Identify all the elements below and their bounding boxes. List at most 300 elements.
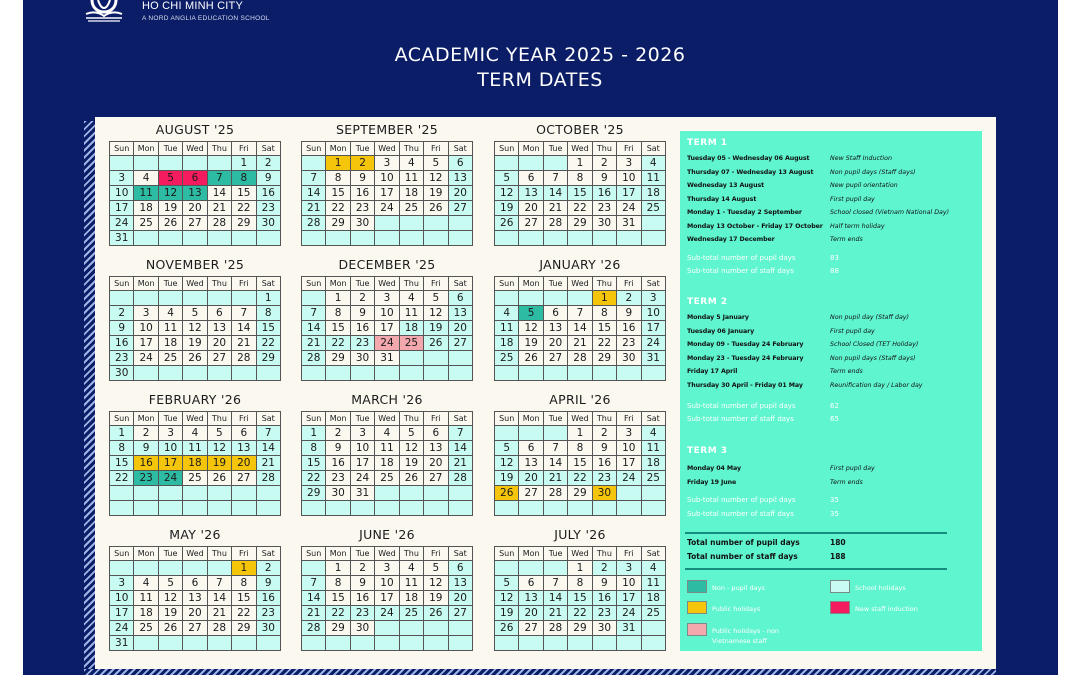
term-2-heading: TERM 2 [687, 297, 728, 307]
calendar-day: 14 [232, 321, 256, 336]
calendar-day: 25 [641, 606, 665, 621]
calendar-day: 4 [134, 171, 158, 186]
weekday-header: Sat [256, 547, 280, 561]
calendar-day: 24 [350, 471, 374, 486]
calendar-day: 19 [495, 606, 519, 621]
empty-day [158, 636, 182, 651]
empty-day [256, 366, 280, 381]
calendar-day: 16 [350, 321, 374, 336]
empty-day [448, 216, 472, 231]
empty-day [302, 366, 326, 381]
calendar-day: 14 [302, 321, 326, 336]
empty-day [495, 501, 519, 516]
weekday-header: Sat [448, 547, 472, 561]
calendar-day: 10 [350, 441, 374, 456]
calendar-day: 2 [326, 426, 350, 441]
calendar-day: 5 [424, 291, 448, 306]
empty-day [568, 366, 592, 381]
weekday-header: Tue [543, 142, 567, 156]
empty-day [568, 636, 592, 651]
weekday-header: Thu [207, 277, 231, 291]
empty-day [495, 156, 519, 171]
calendar-day: 30 [350, 351, 374, 366]
month-title: MARCH '26 [351, 392, 423, 407]
calendar-day: 1 [256, 291, 280, 306]
page-title: ACADEMIC YEAR 2025 - 2026 [394, 44, 686, 66]
calendar-day: 11 [134, 591, 158, 606]
empty-day [375, 501, 399, 516]
calendar-day: 15 [326, 321, 350, 336]
empty-day [158, 561, 182, 576]
empty-day [543, 231, 567, 246]
calendar-day: 2 [592, 156, 616, 171]
calendar-day: 19 [183, 336, 207, 351]
calendar-day: 10 [375, 306, 399, 321]
calendar-day: 23 [350, 336, 374, 351]
weekday-header: Wed [375, 277, 399, 291]
weekday-header: Wed [183, 412, 207, 426]
empty-day [375, 231, 399, 246]
calendar-day: 20 [543, 336, 567, 351]
weekday-header: Wed [568, 547, 592, 561]
calendar-day: 4 [134, 576, 158, 591]
month-calendar [494, 526, 666, 651]
month-title: JUNE '26 [359, 527, 415, 542]
month-calendar [109, 526, 281, 651]
calendar-day: 6 [207, 306, 231, 321]
empty-day [592, 636, 616, 651]
calendar-day: 6 [519, 576, 543, 591]
calendar-day: 22 [326, 201, 350, 216]
calendar-day: 7 [207, 171, 231, 186]
weekday-header: Sat [641, 142, 665, 156]
empty-day [326, 501, 350, 516]
calendar-day: 9 [110, 321, 134, 336]
month-title: OCTOBER '25 [536, 122, 624, 137]
calendar-day: 20 [207, 336, 231, 351]
calendar-day: 3 [375, 291, 399, 306]
calendar-day: 21 [256, 456, 280, 471]
empty-day [617, 231, 641, 246]
weekday-header: Tue [350, 547, 374, 561]
term-1-row: Monday 1 - Tuesday 2 September School closed (Vietnam National Day) [687, 209, 950, 216]
calendar-day: 9 [134, 441, 158, 456]
empty-day [519, 291, 543, 306]
calendar-day: 27 [183, 621, 207, 636]
empty-day [543, 561, 567, 576]
calendar-day: 11 [641, 171, 665, 186]
calendar-day: 10 [158, 441, 182, 456]
legend-swatch [687, 623, 707, 636]
calendar-day: 15 [232, 591, 256, 606]
empty-day [256, 501, 280, 516]
empty-day [543, 426, 567, 441]
calendar-day: 27 [207, 351, 231, 366]
calendar-day: 3 [375, 561, 399, 576]
empty-day [207, 366, 231, 381]
weekday-header: Thu [207, 142, 231, 156]
weekday-header: Fri [424, 277, 448, 291]
calendar-day: 11 [399, 576, 423, 591]
calendar-day: 4 [375, 426, 399, 441]
calendar-day: 21 [543, 201, 567, 216]
calendar-day: 11 [399, 306, 423, 321]
calendar-day: 20 [448, 186, 472, 201]
empty-day [424, 486, 448, 501]
weekday-header: Sun [110, 142, 134, 156]
term-1-subtotal-pupil: Sub-total number of pupil days 83 [687, 254, 839, 262]
empty-day [448, 351, 472, 366]
calendar-day: 31 [110, 636, 134, 651]
empty-day [134, 636, 158, 651]
empty-day [399, 351, 423, 366]
calendar-day: 7 [207, 576, 231, 591]
calendar-day: 2 [350, 291, 374, 306]
calendar-day: 8 [568, 171, 592, 186]
calendar-day: 16 [256, 186, 280, 201]
calendar-day: 25 [641, 471, 665, 486]
weekday-header: Wed [183, 142, 207, 156]
calendar-day: 7 [543, 576, 567, 591]
empty-day [326, 366, 350, 381]
calendar-day: 27 [424, 471, 448, 486]
calendar-day: 19 [424, 591, 448, 606]
empty-day [641, 216, 665, 231]
calendar-day: 26 [158, 216, 182, 231]
empty-day [183, 561, 207, 576]
calendar-day: 4 [158, 306, 182, 321]
empty-day [519, 561, 543, 576]
weekday-header: Mon [134, 547, 158, 561]
empty-day [375, 621, 399, 636]
legend-swatch [830, 580, 850, 593]
month-grid [494, 546, 666, 651]
calendar-day: 5 [495, 171, 519, 186]
calendar-day: 6 [183, 171, 207, 186]
empty-day [158, 366, 182, 381]
empty-day [232, 231, 256, 246]
calendar-day: 24 [617, 471, 641, 486]
empty-day [207, 561, 231, 576]
month-grid [494, 276, 666, 381]
calendar-day: 27 [519, 486, 543, 501]
weekday-header: Wed [375, 547, 399, 561]
calendar-day: 17 [375, 591, 399, 606]
term-3-subtotal-staff: Sub-total number of staff days 35 [687, 510, 839, 518]
weekday-header: Thu [399, 547, 423, 561]
empty-day [448, 366, 472, 381]
page-subtitle: TERM DATES [477, 69, 603, 91]
calendar-day: 16 [256, 591, 280, 606]
calendar-day: 29 [232, 621, 256, 636]
weekday-header: Fri [232, 412, 256, 426]
calendar-day: 20 [232, 456, 256, 471]
weekday-header: Sun [110, 547, 134, 561]
calendar-day: 28 [448, 471, 472, 486]
calendar-day: 17 [375, 186, 399, 201]
empty-day [134, 486, 158, 501]
term-1-subtotal-staff: Sub-total number of staff days 88 [687, 267, 839, 275]
calendar-day: 4 [495, 306, 519, 321]
brand-subtitle: A NORD ANGLIA EDUCATION SCHOOL [142, 15, 270, 22]
calendar-day: 15 [568, 591, 592, 606]
calendar-day: 12 [424, 576, 448, 591]
weekday-header: Thu [207, 547, 231, 561]
calendar-day: 14 [207, 591, 231, 606]
calendar-day: 19 [207, 456, 231, 471]
empty-day [519, 636, 543, 651]
empty-day [424, 636, 448, 651]
calendar-day: 26 [495, 216, 519, 231]
term-1-row: Monday 13 October - Friday 17 October Half term holiday [687, 222, 885, 230]
calendar-day: 17 [641, 321, 665, 336]
month-grid [301, 546, 473, 651]
calendar-day: 19 [424, 321, 448, 336]
calendar-day: 27 [448, 336, 472, 351]
empty-day [399, 501, 423, 516]
calendar-day: 23 [350, 606, 374, 621]
empty-day [110, 486, 134, 501]
calendar-day: 5 [158, 576, 182, 591]
empty-day [207, 501, 231, 516]
calendar-day: 8 [232, 576, 256, 591]
empty-day [617, 366, 641, 381]
calendar-day: 5 [399, 426, 423, 441]
calendar-day: 30 [592, 621, 616, 636]
calendar-day: 20 [183, 606, 207, 621]
calendar-day: 26 [183, 351, 207, 366]
calendar-day: 27 [448, 606, 472, 621]
empty-day [375, 486, 399, 501]
empty-day [302, 561, 326, 576]
empty-day [617, 501, 641, 516]
calendar-day: 29 [568, 621, 592, 636]
calendar-day: 12 [424, 171, 448, 186]
calendar-day: 22 [592, 336, 616, 351]
calendar-day: 8 [302, 441, 326, 456]
weekday-header: Tue [543, 547, 567, 561]
brand-city: HO CHI MINH CITY [142, 0, 243, 12]
empty-day [399, 486, 423, 501]
calendar-day: 6 [424, 426, 448, 441]
calendar-day: 1 [568, 561, 592, 576]
month-calendar [301, 256, 473, 381]
weekday-header: Sat [256, 142, 280, 156]
month-calendar [109, 121, 281, 246]
calendar-day: 30 [592, 486, 616, 501]
month-grid [301, 411, 473, 516]
term-2-row: Friday 17 April Term ends [687, 368, 863, 375]
calendar-day: 3 [110, 171, 134, 186]
calendar-day: 10 [134, 321, 158, 336]
calendar-day: 24 [375, 201, 399, 216]
calendar-day: 8 [568, 576, 592, 591]
empty-day [448, 231, 472, 246]
empty-day [375, 216, 399, 231]
empty-day [158, 501, 182, 516]
calendar-day: 20 [519, 471, 543, 486]
empty-day [448, 621, 472, 636]
calendar-day: 5 [424, 561, 448, 576]
weekday-header: Sun [110, 412, 134, 426]
empty-day [519, 426, 543, 441]
empty-day [232, 636, 256, 651]
weekday-header: Fri [232, 547, 256, 561]
calendar-day: 11 [158, 321, 182, 336]
month-calendar [109, 256, 281, 381]
calendar-day: 2 [592, 426, 616, 441]
calendar-day: 4 [641, 426, 665, 441]
calendar-day: 25 [399, 336, 423, 351]
empty-day [641, 621, 665, 636]
calendar-day: 20 [519, 606, 543, 621]
calendar-day: 18 [641, 456, 665, 471]
empty-day [207, 231, 231, 246]
calendar-day: 6 [519, 441, 543, 456]
calendar-day: 29 [326, 621, 350, 636]
calendar-day: 18 [134, 201, 158, 216]
calendar-day: 26 [495, 486, 519, 501]
calendar-day: 30 [256, 621, 280, 636]
calendar-day: 15 [568, 186, 592, 201]
calendar-day: 29 [326, 216, 350, 231]
calendar-day: 21 [448, 456, 472, 471]
calendar-day: 27 [519, 216, 543, 231]
calendar-day: 3 [134, 306, 158, 321]
month-calendar [109, 391, 281, 516]
calendar-day: 7 [256, 426, 280, 441]
empty-day [375, 366, 399, 381]
calendar-day: 13 [207, 321, 231, 336]
calendar-day: 5 [207, 426, 231, 441]
weekday-header: Thu [207, 412, 231, 426]
calendar-day: 6 [543, 306, 567, 321]
calendar-day: 17 [617, 591, 641, 606]
calendar-day: 31 [617, 621, 641, 636]
calendar-day: 13 [183, 591, 207, 606]
calendar-day: 27 [448, 201, 472, 216]
calendar-day: 8 [568, 441, 592, 456]
calendar-day: 18 [399, 186, 423, 201]
calendar-day: 6 [448, 561, 472, 576]
calendar-day: 11 [495, 321, 519, 336]
calendar-day: 25 [375, 471, 399, 486]
calendar-day: 3 [375, 156, 399, 171]
calendar-day: 29 [232, 216, 256, 231]
total-staff-days: Total number of staff days 188 [687, 552, 846, 561]
empty-day [110, 561, 134, 576]
calendar-day: 24 [158, 471, 182, 486]
calendar-day: 4 [641, 561, 665, 576]
empty-day [424, 501, 448, 516]
weekday-header: Wed [568, 277, 592, 291]
weekday-header: Sat [448, 142, 472, 156]
weekday-header: Tue [350, 142, 374, 156]
calendar-day: 25 [158, 351, 182, 366]
empty-day [110, 156, 134, 171]
calendar-day: 18 [399, 591, 423, 606]
calendar-day: 5 [158, 171, 182, 186]
calendar-day: 3 [158, 426, 182, 441]
term-3-row: Friday 19 June Term ends [687, 479, 863, 486]
month-grid [109, 276, 281, 381]
calendar-day: 15 [326, 591, 350, 606]
weekday-header: Thu [592, 142, 616, 156]
calendar-day: 9 [350, 306, 374, 321]
month-grid [109, 141, 281, 246]
calendar-day: 30 [110, 366, 134, 381]
weekday-header: Mon [519, 277, 543, 291]
calendar-day: 5 [495, 576, 519, 591]
calendar-day: 28 [256, 471, 280, 486]
calendar-day: 25 [399, 606, 423, 621]
weekday-header: Tue [158, 142, 182, 156]
calendar-day: 9 [592, 576, 616, 591]
empty-day [543, 636, 567, 651]
weekday-header: Tue [158, 547, 182, 561]
empty-day [424, 366, 448, 381]
calendar-day: 12 [207, 441, 231, 456]
calendar-day: 30 [350, 216, 374, 231]
calendar-day: 23 [256, 606, 280, 621]
calendar-day: 22 [326, 606, 350, 621]
weekday-header: Tue [158, 277, 182, 291]
empty-day [134, 231, 158, 246]
month-title: NOVEMBER '25 [145, 257, 245, 272]
empty-day [592, 231, 616, 246]
calendar-day: 17 [375, 321, 399, 336]
weekday-header: Sat [256, 412, 280, 426]
month-title: MAY '26 [169, 527, 221, 542]
calendar-day: 10 [110, 186, 134, 201]
calendar-day: 26 [399, 471, 423, 486]
empty-day [326, 636, 350, 651]
term-3-row: Monday 04 May First pupil day [687, 465, 875, 472]
calendar-day: 2 [256, 156, 280, 171]
calendar-day: 14 [543, 186, 567, 201]
month-calendar [494, 121, 666, 246]
month-grid [109, 411, 281, 516]
empty-day [207, 291, 231, 306]
weekday-header: Sat [641, 412, 665, 426]
calendar-day: 6 [232, 426, 256, 441]
weekday-header: Wed [183, 547, 207, 561]
calendar-day: 16 [592, 456, 616, 471]
calendar-day: 30 [350, 621, 374, 636]
month-title: DECEMBER '25 [338, 257, 436, 272]
calendar-day: 4 [183, 426, 207, 441]
weekday-header: Wed [568, 412, 592, 426]
term-2-row: Monday 09 - Tuesday 24 February School Closed (TET Holiday) [687, 341, 919, 348]
calendar-day: 26 [424, 336, 448, 351]
calendar-day: 25 [399, 201, 423, 216]
calendar-day: 14 [256, 441, 280, 456]
empty-day [495, 366, 519, 381]
empty-day [350, 366, 374, 381]
calendar-day: 3 [110, 576, 134, 591]
calendar-day: 14 [448, 441, 472, 456]
calendar-day: 25 [641, 201, 665, 216]
empty-day [302, 156, 326, 171]
empty-day [399, 366, 423, 381]
empty-day [232, 291, 256, 306]
empty-day [519, 366, 543, 381]
calendar-day: 20 [448, 591, 472, 606]
weekday-header: Sun [302, 142, 326, 156]
weekday-header: Thu [592, 547, 616, 561]
term-2-row: Tuesday 06 January First pupil day [687, 327, 875, 335]
calendar-day: 2 [256, 561, 280, 576]
